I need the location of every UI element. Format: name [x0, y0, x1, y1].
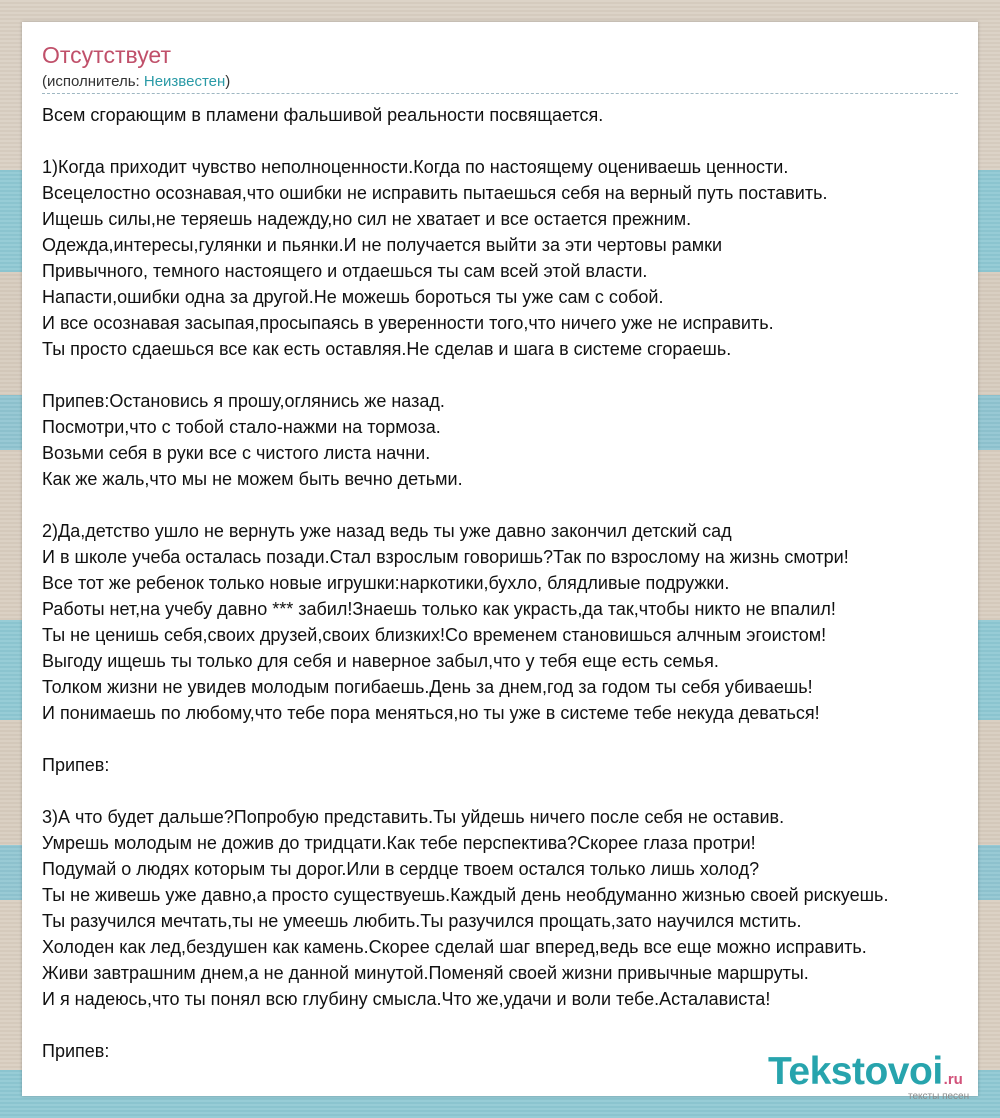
- lyric-line: [42, 1012, 982, 1038]
- lyric-line: Припев:: [42, 1041, 110, 1061]
- brand-name: Tekstovoi: [768, 1050, 943, 1093]
- lyric-line: Умрешь молодым не дожив до тридцати.Как тебе перспектива?Скорее глаза протри!: [42, 833, 756, 853]
- lyric-line: Всецелостно осознавая,что ошибки не исправить пытаешься себя на верный путь поставить.: [42, 183, 828, 203]
- lyric-line: Всем сгорающим в пламени фальшивой реальности посвящается.: [42, 105, 604, 125]
- lyric-line: Как же жаль,что мы не можем быть вечно детьми.: [42, 469, 463, 489]
- lyric-line: 1)Когда приходит чувство неполноценности.Когда по настоящему оцениваешь ценности.: [42, 157, 789, 177]
- song-title: Отсутствует: [42, 42, 171, 68]
- lyric-line: Припев:: [42, 755, 110, 775]
- lyrics-card: [22, 22, 978, 1102]
- lyric-line: [42, 362, 982, 388]
- lyrics-body: [42, 102, 982, 1064]
- lyric-line: Посмотри,что с тобой стало-нажми на тормоза.: [42, 417, 441, 437]
- lyric-line: [42, 726, 982, 752]
- lyric-line: Ты не ценишь себя,своих друзей,своих близких!Со временем становишься алчным эгоистом!: [42, 625, 827, 645]
- lyric-line: [42, 778, 982, 804]
- lyric-line: Ты не живешь уже давно,а просто существуешь.Каждый день необдуманно жизнью своей рискуешь.: [42, 885, 889, 905]
- lyric-line: Ты разучился мечтать,ты не умеешь любить.Ты разучился прощать,зато научился мстить.: [42, 911, 802, 931]
- lyric-line: Живи завтрашним днем,а не данной минутой.Поменяй своей жизни привычные маршруты.: [42, 963, 809, 983]
- title-divider: [42, 93, 958, 94]
- lyric-line: Одежда,интересы,гулянки и пьянки.И не получается выйти за эти чертовы рамки: [42, 235, 723, 255]
- lyric-line: И понимаешь по любому,что тебе пора меняться,но ты уже в системе тебе некуда деваться!: [42, 703, 820, 723]
- lyric-line: [42, 492, 982, 518]
- lyric-line: Напасти,ошибки одна за другой.Не можешь бороться ты уже сам с собой.: [42, 287, 664, 307]
- lyric-line: Работы нет,на учебу давно *** забил!Знаешь только как украсть,да так,чтобы никто не впалил!: [42, 599, 836, 619]
- lyric-line: 3)А что будет дальше?Попробую представить.Ты уйдешь ничего после себя не оставив.: [42, 807, 785, 827]
- lyric-line: Все тот же ребенок только новые игрушки:наркотики,бухло, блядливые подружки.: [42, 573, 730, 593]
- lyric-line: Ищешь силы,не теряешь надежду,но сил не хватает и все остается прежним.: [42, 209, 692, 229]
- lyric-line: Подумай о людях которым ты дорог.Или в сердце твоем остался только лишь холод?: [42, 859, 760, 879]
- lyric-line: Выгоду ищешь ты только для себя и наверное забыл,что у тебя еще есть семья.: [42, 651, 719, 671]
- lyric-line: Ты просто сдаешься все как есть оставляя.Не сделав и шага в системе сгораешь.: [42, 339, 732, 359]
- lyric-line: Привычного, темного настоящего и отдаешься ты сам всей этой власти.: [42, 261, 648, 281]
- brand-logo[interactable]: [768, 1050, 970, 1102]
- lyric-line: И в школе учеба осталась позади.Стал взрослым говоришь?Так по взрослому на жизнь смотри!: [42, 547, 849, 567]
- artist-prefix: (исполнитель:: [42, 73, 144, 90]
- brand-tagline: тексты песен: [908, 1091, 970, 1102]
- lyric-line: Возьми себя в руки все с чистого листа начни.: [42, 443, 431, 463]
- lyric-line: Холоден как лед,бездушен как камень.Скорее сделай шаг вперед,ведь все еще можно исправить.: [42, 937, 867, 957]
- brand-tld: .ru: [943, 1071, 963, 1088]
- lyric-line: И все осознавая засыпая,просыпаясь в уверенности того,что ничего уже не исправить.: [42, 313, 774, 333]
- lyric-line: Толком жизни не увидев молодым погибаешь.День за днем,год за годом ты себя убиваешь!: [42, 677, 813, 697]
- lyric-line: 2)Да,детство ушло не вернуть уже назад ведь ты уже давно закончил детский сад: [42, 521, 732, 541]
- lyric-line: И я надеюсь,что ты понял всю глубину смысла.Что же,удачи и воли тебе.Асталависта!: [42, 989, 771, 1009]
- lyric-line: Припев:Остановись я прошу,оглянись же назад.: [42, 391, 445, 411]
- artist-suffix: ): [225, 73, 231, 90]
- artist-line: [42, 73, 230, 90]
- lyric-line: [42, 128, 982, 154]
- artist-link[interactable]: Неизвестен: [143, 73, 226, 90]
